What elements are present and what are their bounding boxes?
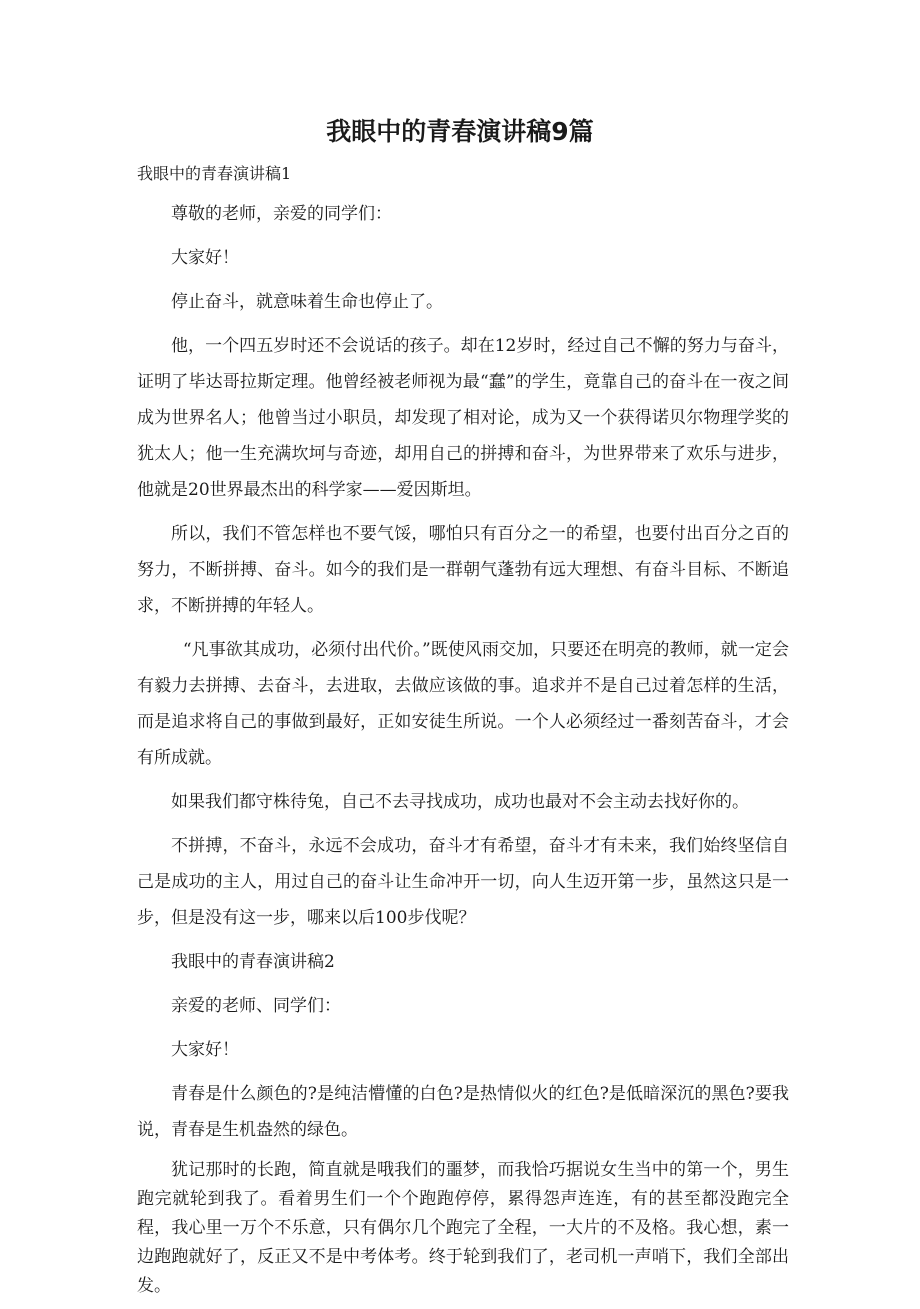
paragraph: 犹记那时的长跑，简直就是哦我们的噩梦，而我恰巧据说女生当中的第一个，男生跑完就轮到我了。看着男生们一个个跑跑停停，累得怨声连连，有的甚至都没跑完全程，我心里一万个不乐意，只有偶尔几个跑完了全程，一大片的不及格。我心想，素一边跑跑就好了，反正又不是中考体考。终于轮到我们了，老司机一声哨下，我们全部出发。 bbox=[137, 1160, 789, 1296]
greeting-line: 大家好！ bbox=[171, 1040, 239, 1060]
document-body bbox=[137, 160, 789, 1309]
paragraph: 青春是什么颜色的?是纯洁懵懂的白色?是热情似火的红色?是低暗深沉的黑色?要我说，青春是生机盎然的绿色。 bbox=[137, 1084, 789, 1140]
paragraph: 停止奋斗，就意味着生命也停止了。 bbox=[171, 292, 443, 312]
paragraph: 不拼搏，不奋斗，永远不会成功，奋斗才有希望，奋斗才有未来，我们始终坚信自己是成功的主人，用过自己的奋斗让生命冲开一切，向人生迈开第一步，虽然这只是一步，但是没有这一步，哪来以后100步伐呢？ bbox=[137, 836, 789, 928]
paragraph: 所以，我们不管怎样也不要气馁，哪怕只有百分之一的希望，也要付出百分之百的努力，不断拼搏、奋斗。如今的我们是一群朝气蓬勃有远大理想、有奋斗目标、不断追求，不断拼搏的年轻人。 bbox=[137, 524, 789, 616]
paragraph: “凡事欲其成功，必须付出代价。”既使风雨交加，只要还在明亮的教师，就一定会有毅力去拼搏、去奋斗，去进取，去做应该做的事。追求并不是自己过着怎样的生活，而是追求将自己的事做到最好，正如安徒生所说。一个人必须经过一番刻苦奋斗，才会有所成就。 bbox=[137, 640, 789, 768]
document-title: 我眼中的青春演讲稿9篇 bbox=[326, 117, 594, 146]
greeting-line: 大家好！ bbox=[171, 248, 239, 268]
paragraph: 他，一个四五岁时还不会说话的孩子。却在12岁时，经过自己不懈的努力与奋斗，证明了毕达哥拉斯定理。他曾经被老师视为最“蠢”的学生，竟靠自己的奋斗在一夜之间成为世界名人；他曾当过小职员，却发现了相对论，成为又一个获得诺贝尔物理学奖的犹太人；他一生充满坎坷与奇迹，却用自己的拼搏和奋斗，为世界带来了欢乐与进步，他就是20世界最杰出的科学家——爱因斯坦。 bbox=[137, 336, 789, 500]
salutation: 尊敬的老师，亲爱的同学们： bbox=[171, 204, 392, 224]
salutation: 亲爱的老师、同学们： bbox=[171, 996, 341, 1016]
paragraph: 如果我们都守株待兔，自己不去寻找成功，成功也最对不会主动去找好你的。 bbox=[171, 792, 749, 812]
section-heading-1: 我眼中的青春演讲稿1 bbox=[137, 164, 292, 183]
section-heading-2: 我眼中的青春演讲稿2 bbox=[171, 952, 335, 972]
